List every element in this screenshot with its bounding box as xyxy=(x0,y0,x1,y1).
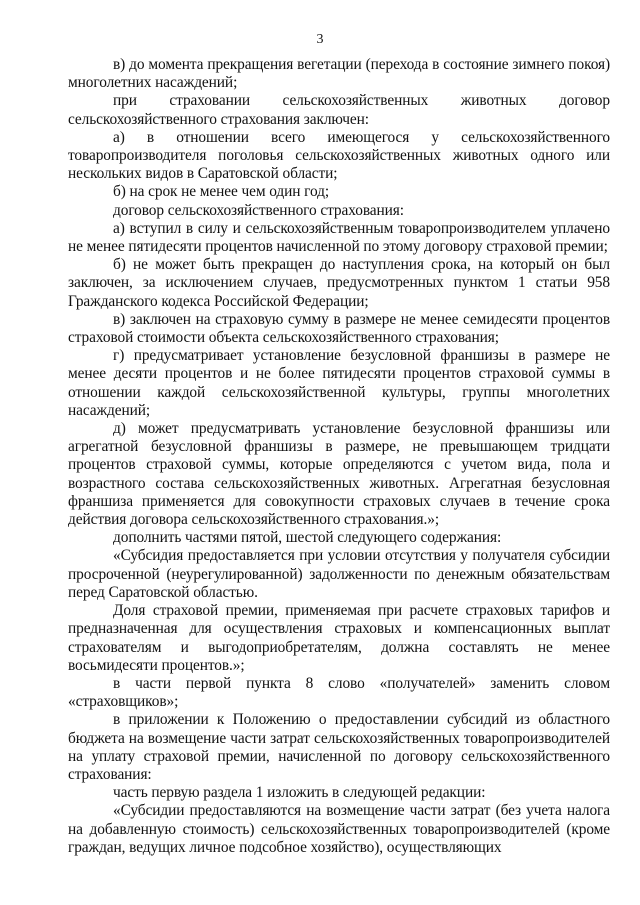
paragraph-contract-intro: договор сельскохозяйственного страхования: xyxy=(113,201,404,219)
document-body xyxy=(68,56,610,857)
paragraph-deductible-animals: д) может предусматривать установление безусловной франшизы или агрегатной безусловной франшизы в размере, не превышающем тридцати процентов страховой суммы, которые определяются с учетом вида, пола и возрастного состава сельскохозяйственных животных. Агрегатная безусловная франшиза применяется для совокупности страховых случаев в течение срока действия договора сельскохозяйственного страхования.»; xyxy=(68,420,610,529)
paragraph-appendix-intro: в приложении к Положению о предоставлении субсидий из областного бюджета на возмещение части затрат сельскохозяйственных товаропроизводителей на уплату страховой премии, начисленной по договору сельскохозяйственного страхования: xyxy=(68,711,610,783)
paragraph-add-parts: дополнить частями пятой, шестой следующего содержания: xyxy=(113,529,502,547)
paragraph-livestock-scope: а) в отношении всего имеющегося у сельскохозяйственного товаропроизводителя поголовья сельскохозяйственных животных одного или нескольких видов в Саратовской области; xyxy=(68,128,610,183)
paragraph-deductible-crops: г) предусматривает установление безусловной франшизы в размере не менее десяти процентов и не более пятидесяти процентов страховой суммы в отношении каждой сельскохозяйственной культуры, группы многолетних насаждений; xyxy=(68,347,610,419)
paragraph-word-replacement: в части первой пункта 8 слово «получателей» заменить словом «страховщиков»; xyxy=(68,674,610,711)
paragraph-section-edit: часть первую раздела 1 изложить в следующей редакции: xyxy=(113,784,486,802)
page-number: 3 xyxy=(316,32,324,47)
paragraph-vegetation-end: в) до момента прекращения вегетации (перехода в состояние зимнего покоя) многолетних насаждений; xyxy=(68,56,610,92)
paragraph-subsidy-purpose: «Субсидии предоставляются на возмещение части затрат (без учета налога на добавленную стоимость) сельскохозяйственных товаропроизводителей (кроме граждан, ведущих личное подсобное хозяйство), осуществляющих xyxy=(68,802,610,856)
paragraph-insured-sum: в) заключен на страховую сумму в размере не менее семидесяти процентов страховой стоимости объекта сельскохозяйственного страхования; xyxy=(68,310,610,347)
paragraph-contract-termination: б) не может быть прекращен до наступления срока, на который он был заключен, за исключением случаев, предусмотренных пунктом 1 статьи 958 Гражданского кодекса Российской Федерации; xyxy=(68,256,610,310)
paragraph-subsidy-condition: «Субсидия предоставляется при условии отсутствия у получателя субсидии просроченной (неурегулированной) задолженности по денежным обязательствам перед Саратовской областью. xyxy=(68,547,610,601)
paragraph-premium-share: Доля страховой премии, применяемая при расчете страховых тарифов и предназначенная для осуществления страховых и компенсационных выплат страхователям и выгодоприобретателям, должна составлять не менее восьмидесяти процентов.»; xyxy=(68,602,610,674)
paragraph-contract-in-force: а) вступил в силу и сельскохозяйственным товаропроизводителем уплачено не менее пятидесяти процентов начисленной по этому договору страховой премии; xyxy=(68,219,610,256)
paragraph-min-term: б) на срок не менее чем один год; xyxy=(113,183,330,201)
paragraph-animal-insurance-intro: при страховании сельскохозяйственных животных договор сельскохозяйственного страхования заключен: xyxy=(68,92,610,128)
